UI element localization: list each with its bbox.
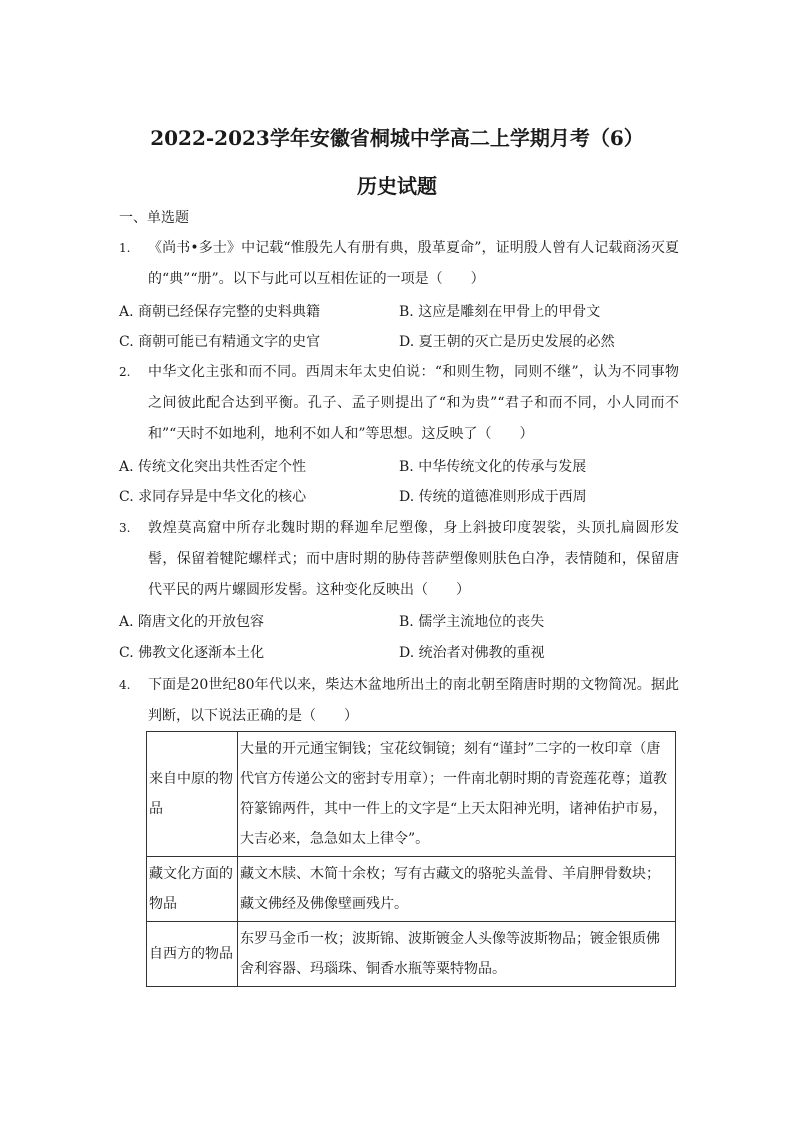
table-row-label: 藏文化方面的物品 [147,857,238,922]
option-c: C. 求同存异是中华文化的核心 [119,489,307,505]
table-row-content: 藏文木牍、木简十余枚；写有古藏文的骆驼头盖骨、羊肩胛骨数块；藏文佛经及佛像壁画残片。 [238,857,676,922]
option-d: D. 统治者对佛教的重视 [399,645,545,661]
table-row-label: 自西方的物品 [147,922,238,987]
option-a: A. 传统文化突出共性否定个性 [119,459,307,475]
option-a: A. 隋唐文化的开放包容 [119,614,265,630]
option-b: B. 儒学主流地位的丧失 [399,614,545,630]
table-row [147,732,676,857]
exam-title: 2022-2023学年安徽省桐城中学高二上学期月考（6） [150,126,644,150]
table-row [147,922,676,987]
option-b: B. 中华传统文化的传承与发展 [399,459,587,475]
question-text: 敦煌莫高窟中所存北魏时期的释迦牟尼塑像，身上斜披印度袈裟，头顶扎扁圆形发髻，保留着犍陀螺样式；而中唐时期的胁侍菩萨塑像则肤色白净，表情随和，保留唐代平民的两片螺圆形发髻。这种变化反映出（ ） [148,520,679,598]
table-row-content: 大量的开元通宝铜钱；宝花纹铜镜；刻有“谨封”二字的一枚印章（唐代官方传递公文的密封专用章）；一件南北朝时期的青瓷莲花尊；道教符篆锦两件，其中一件上的文字是“上天太阳神光明，诸神佑护市易，大吉必来，急急如太上律令”。 [238,732,676,857]
option-a: A. 商朝已经保存完整的史料典籍 [119,304,321,320]
option-c: C. 商朝可能已有精通文字的史官 [119,334,321,350]
option-b: B. 这应是雕刻在甲骨上的甲骨文 [399,304,601,320]
question-3 [119,513,679,606]
question-4 [119,670,679,732]
question-text: 《尚书•多士》中记载“惟殷先人有册有典，殷革夏命”，证明殷人曾有人记载商汤灭夏的“典”“册”。以下与此可以互相佐证的一项是（ ） [148,240,679,287]
question-1 [119,233,679,295]
question-number: 2. [119,365,131,379]
table-row [147,857,676,922]
question-text: 中华文化主张和而不同。西周末年太史伯说：“和则生物，同则不继”，认为不同事物之间彼此配合达到平衡。孔子、孟子则提出了“和为贵”“君子和而不同，小人同而不和”“天时不如地利，地利不如人和”等思想。这反映了（ ） [148,364,679,442]
question-number: 3. [119,521,131,535]
option-d: D. 夏王朝的灭亡是历史发展的必然 [399,334,615,350]
question-2 [119,357,679,450]
question-number: 1. [119,241,131,255]
section-heading: 一、单选题 [119,210,189,226]
artifact-table [146,731,676,987]
table-row-label: 来自中原的物品 [147,732,238,857]
question-number: 4. [119,678,131,692]
option-c: C. 佛教文化逐渐本土化 [119,645,265,661]
question-text: 下面是20世纪80年代以来，柴达木盆地所出土的南北朝至隋唐时期的文物简况。据此判断，以下说法正确的是（ ） [148,677,679,724]
exam-subtitle: 历史试题 [357,174,437,198]
option-d: D. 传统的道德准则形成于西周 [399,489,587,505]
table-row-content: 东罗马金币一枚；波斯锦、波斯镀金人头像等波斯物品；镀金银质佛舍利容器、玛瑙珠、铜香水瓶等粟特物品。 [238,922,676,987]
